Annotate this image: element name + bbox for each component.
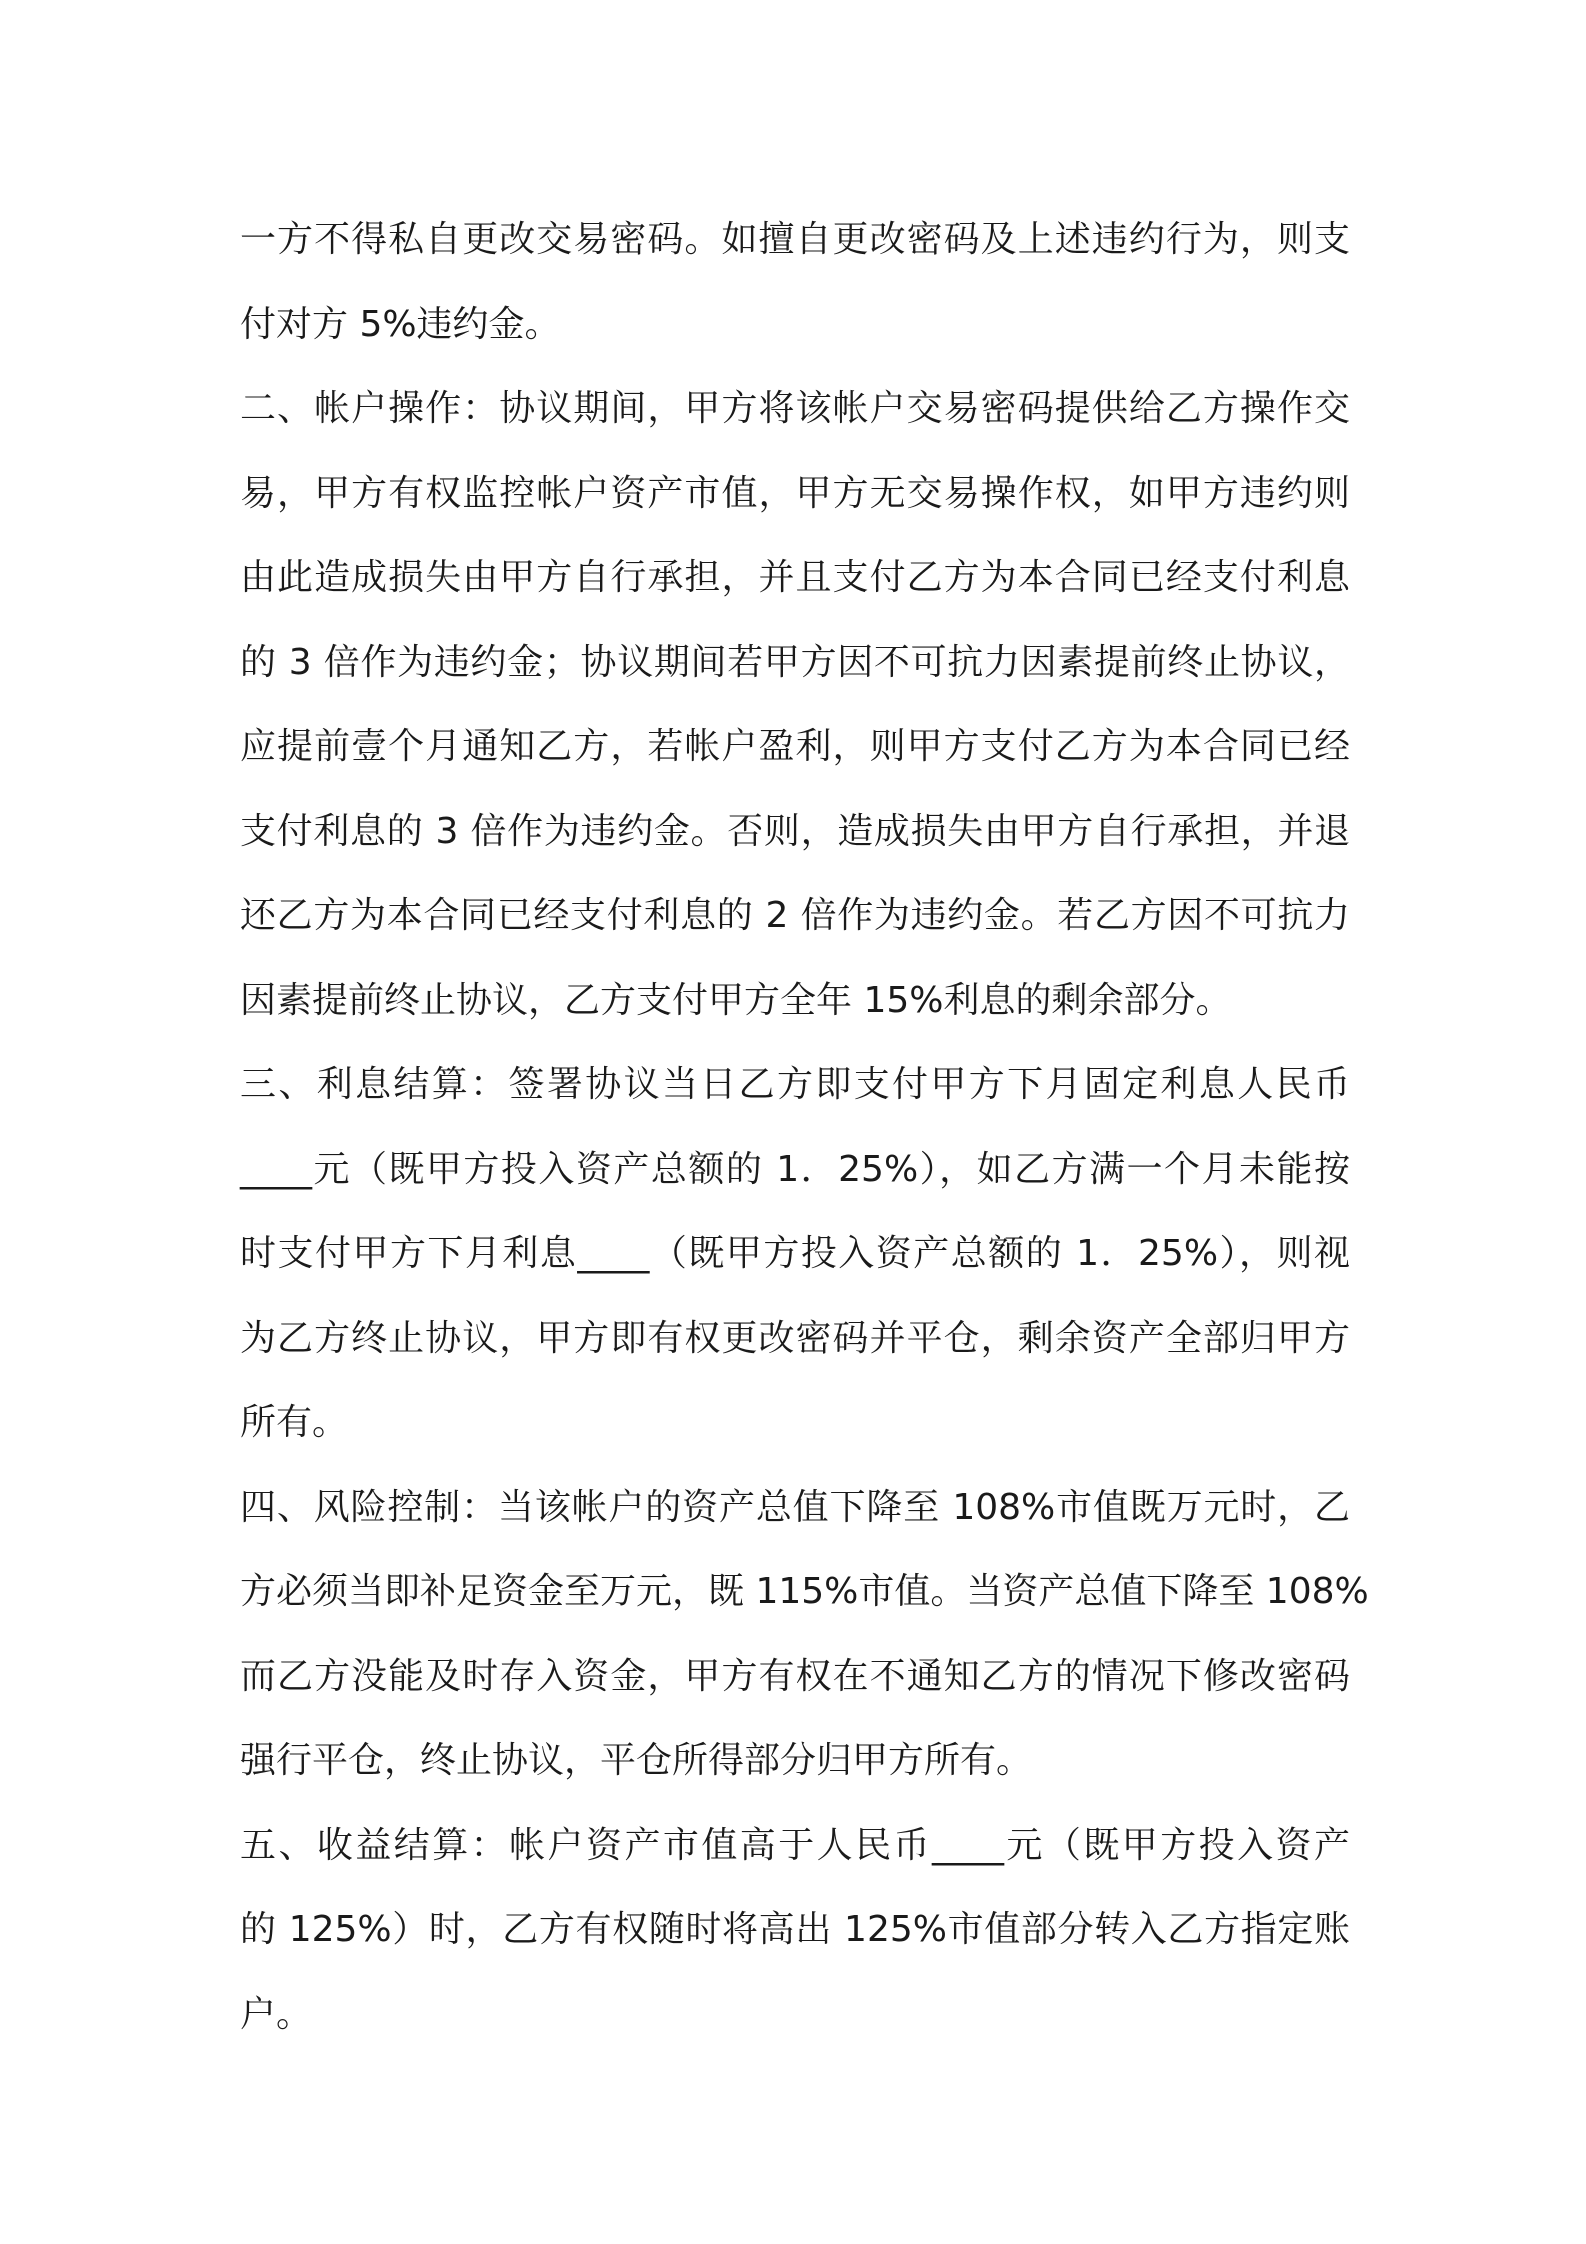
paragraph-interest-settlement <box>240 1043 1350 1466</box>
text-line: 应提前壹个月通知乙方，若帐户盈利，则甲方支付乙方为本合同已经 <box>240 726 1350 767</box>
document-body <box>240 198 1369 2057</box>
text-line: 易，甲方有权监控帐户资产市值，甲方无交易操作权，如甲方违约则 <box>240 472 1350 514</box>
text-line: 的 3 倍作为违约金；协议期间若甲方因不可抗力因素提前终止协议， <box>240 641 1350 683</box>
text-line: 时支付甲方下月利息____（既甲方投入资产总额的 1．25%），则视 <box>240 1233 1350 1274</box>
text-line: 三、利息结算：签署协议当日乙方即支付甲方下月固定利息人民币 <box>240 1064 1350 1105</box>
paragraph-risk-control <box>240 1466 1369 1804</box>
text-line: ____元（既甲方投入资产总额的 1．25%），如乙方满一个月未能按 <box>240 1148 1350 1190</box>
text-line: 强行平仓，终止协议，平仓所得部分归甲方所有。 <box>240 1740 1033 1781</box>
paragraph-account-operation <box>240 367 1350 1043</box>
text-line: 五、收益结算：帐户资产市值高于人民币____元（既甲方投入资产 <box>240 1824 1350 1866</box>
text-line: 付对方 5%违约金。 <box>240 303 561 345</box>
text-line: 支付利息的 3 倍作为违约金。否则，造成损失由甲方自行承担，并退 <box>240 810 1350 852</box>
paragraph-profit-settlement <box>240 1804 1350 2058</box>
text-line: 由此造成损失由甲方自行承担，并且支付乙方为本合同已经支付利息 <box>240 557 1350 598</box>
text-line: 二、帐户操作：协议期间，甲方将该帐户交易密码提供给乙方操作交 <box>240 388 1350 429</box>
text-line: 的 125%）时，乙方有权随时将高出 125%市值部分转入乙方指定账 <box>240 1909 1350 1950</box>
text-line: 而乙方没能及时存入资金，甲方有权在不通知乙方的情况下修改密码 <box>240 1655 1350 1697</box>
paragraph-continuation <box>240 198 1350 367</box>
text-line: 为乙方终止协议，甲方即有权更改密码并平仓，剩余资产全部归甲方 <box>240 1317 1350 1359</box>
text-line: 因素提前终止协议，乙方支付甲方全年 15%利息的剩余部分。 <box>240 979 1232 1021</box>
text-line: 还乙方为本合同已经支付利息的 2 倍作为违约金。若乙方因不可抗力 <box>240 895 1350 936</box>
text-line: 户。 <box>240 1993 313 2035</box>
text-line: 四、风险控制：当该帐户的资产总值下降至 108%市值既万元时，乙 <box>240 1486 1350 1528</box>
text-line: 一方不得私自更改交易密码。如擅自更改密码及上述违约行为，则支 <box>240 219 1350 260</box>
text-line: 所有。 <box>240 1402 349 1443</box>
text-line: 方必须当即补足资金至万元，既 115%市值。当资产总值下降至 108% <box>240 1571 1369 1612</box>
